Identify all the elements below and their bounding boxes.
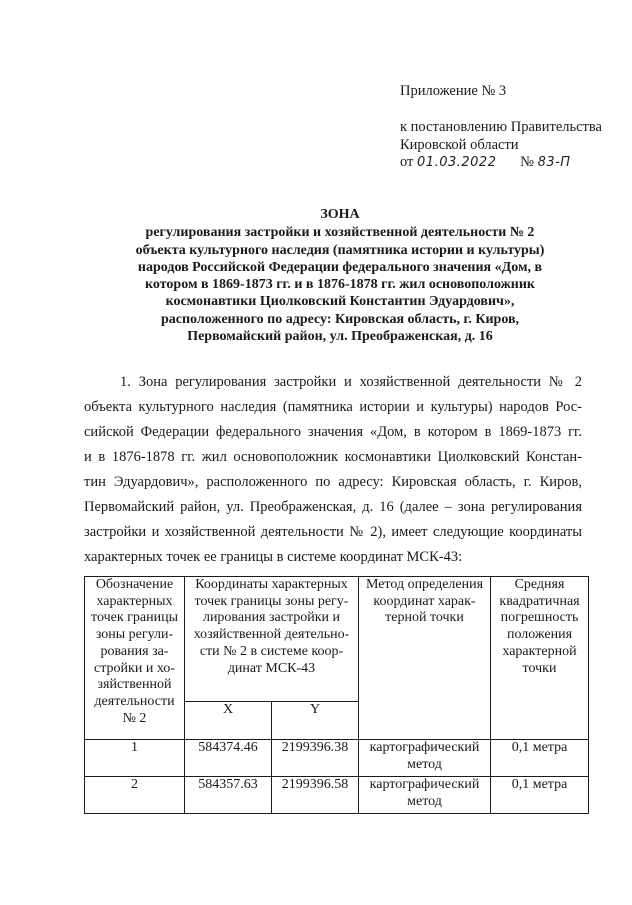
coordinates-table (84, 576, 589, 814)
cell-x: 584357.63 (185, 777, 272, 814)
header-error: Средняя квадратичная погрешность положения характерной точки (491, 577, 589, 740)
title-line: Первомайский район, ул. Преображенская, д. 16 (187, 329, 493, 345)
number-prefix: № (520, 154, 534, 170)
paragraph-line: характерных точек ее границы в системе координат МСК-43: (84, 549, 463, 565)
table-row (85, 777, 589, 814)
paragraph-line: тин Эдуардович», расположенного по адресу: Кировская область, г. Киров, (84, 474, 582, 490)
table-row (85, 740, 589, 777)
cell-error: 0,1 метра (491, 777, 589, 814)
header-method: Метод определения координат харак- терной точки (359, 577, 491, 740)
cell-y: 2199396.58 (272, 777, 359, 814)
header-x: X (185, 702, 272, 740)
paragraph-line: сийской Федерации федерального значения «Дом, в котором в 1869-1873 гг. (84, 424, 582, 440)
region-name: Кировской области (400, 137, 519, 153)
header-point-designation: Обозначение характерных точек границы зоны регули- рования за- стройки и хо- зяйственной деятельности № 2 (85, 577, 185, 740)
title-line: регулирования застройки и хозяйственной деятельности № 2 (145, 225, 535, 241)
document-title (80, 206, 600, 345)
paragraph-line: и в 1876-1878 гг. жил основоположник космонавтики Циолковский Констан- (84, 449, 582, 465)
title-line: объекта культурного наследия (памятника истории и культуры) (135, 242, 545, 258)
title-line: космонавтики Циолковский Константин Эдуардович», (165, 294, 515, 310)
title-line: котором в 1869-1873 гг. и в 1876-1878 гг. жил основоположник (145, 277, 535, 293)
cell-error: 0,1 метра (491, 740, 589, 777)
cell-method: картографический метод (359, 777, 491, 814)
date-prefix: от (400, 154, 414, 170)
date-number-line (400, 153, 571, 172)
handwritten-number: 83-П (537, 155, 571, 170)
handwritten-date: 01.03.2022 (417, 155, 497, 170)
header-y: Y (272, 702, 359, 740)
appendix-label: Приложение № 3 (400, 83, 507, 99)
title-line: расположенного по адресу: Кировская область, г. Киров, (160, 311, 520, 327)
paragraph-1 (84, 370, 582, 570)
cell-point: 1 (85, 740, 185, 777)
cell-x: 584374.46 (185, 740, 272, 777)
paragraph-line: застройки и хозяйственной деятельности № 2), имеет следующие координаты (84, 524, 582, 540)
paragraph-line: объекта культурного наследия (памятника истории и культуры) народов Рос- (84, 399, 582, 415)
cell-y: 2199396.38 (272, 740, 359, 777)
cell-method: картографический метод (359, 740, 491, 777)
resolution-reference: к постановлению Правительства (400, 119, 602, 135)
title-line: ЗОНА (320, 207, 360, 222)
cell-point: 2 (85, 777, 185, 814)
paragraph-line: 1. Зона регулирования застройки и хозяйственной деятельности № 2 (120, 374, 582, 390)
title-line: народов Российской Федерации федерального значения «Дом, в (137, 259, 543, 275)
paragraph-line: Первомайский район, ул. Преображенская, д. 16 (далее – зона регулирования (84, 499, 582, 515)
header-coordinates: Координаты характерных точек границы зоны регу- лирования застройки и хозяйственной деятельно- сти № 2 в системе коор- динат МСК-43 (185, 577, 359, 702)
